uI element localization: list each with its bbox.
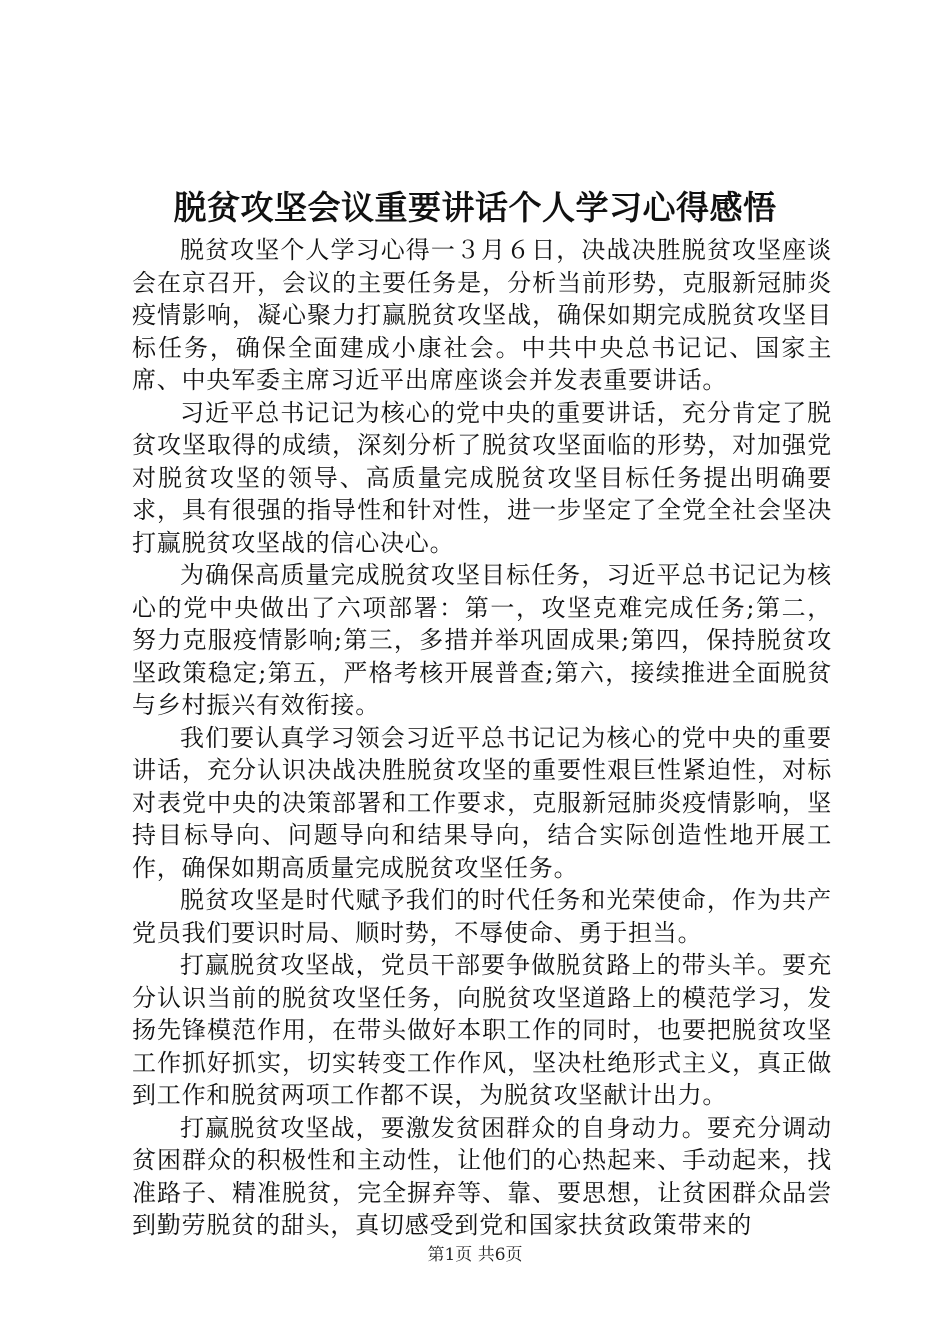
paragraph: 脱贫攻坚是时代赋予我们的时代任务和光荣使命，作为共产党员我们要识时局、顺时势，不辱使命、勇于担当。	[132, 886, 832, 947]
paragraph: 脱贫攻坚个人学习心得一３月６日，决战决胜脱贫攻坚座谈会在京召开，会议的主要任务是，分析当前形势，克服新冠肺炎疫情影响，凝心聚力打赢脱贫攻坚战，确保如期完成脱贫攻坚目标任务，确保全面建成小康社会。中共中央总书记记、国家主席、中央军委主席习近平出席座谈会并发表重要讲话。	[132, 236, 832, 394]
paragraph: 打赢脱贫攻坚战，党员干部要争做脱贫路上的带头羊。要充分认识当前的脱贫攻坚任务，向脱贫攻坚道路上的模范学习，发扬先锋模范作用，在带头做好本职工作的同时，也要把脱贫攻坚工作抓好抓实，切实转变工作作风，坚决杜绝形式主义，真正做到工作和脱贫两项工作都不误，为脱贫攻坚献计出力。	[132, 951, 832, 1109]
paragraph: 打赢脱贫攻坚战，要激发贫困群众的自身动力。要充分调动贫困群众的积极性和主动性，让他们的心热起来、手动起来，找准路子、精准脱贫，完全摒弃等、靠、要思想，让贫困群众品尝到勤劳脱贫的甜头，真切感受到党和国家扶贫政策带来的	[132, 1113, 832, 1239]
paragraph: 为确保高质量完成脱贫攻坚目标任务，习近平总书记记为核心的党中央做出了六项部署：第一，攻坚克难完成任务;第二，努力克服疫情影响;第三，多措并举巩固成果;第四，保持脱贫攻坚政策稳定;第五，严格考核开展普查;第六，接续推进全面脱贫与乡村振兴有效衔接。	[132, 561, 832, 719]
paragraph: 习近平总书记记为核心的党中央的重要讲话，充分肯定了脱贫攻坚取得的成绩，深刻分析了脱贫攻坚面临的形势，对加强党对脱贫攻坚的领导、高质量完成脱贫攻坚目标任务提出明确要求，具有很强的指导性和针对性，进一步坚定了全党全社会坚决打赢脱贫攻坚战的信心决心。	[132, 398, 832, 557]
paragraph: 我们要认真学习领会习近平总书记记为核心的党中央的重要讲话，充分认识决战决胜脱贫攻坚的重要性艰巨性紧迫性，对标对表党中央的决策部署和工作要求，克服新冠肺炎疫情影响，坚持目标导向、问题导向和结果导向，结合实际创造性地开展工作，确保如期高质量完成脱贫攻坚任务。	[132, 723, 832, 882]
page-number-footer: 第1页 共6页	[427, 1245, 523, 1265]
document-body	[132, 234, 832, 1242]
document-title: 脱贫攻坚会议重要讲话个人学习心得感悟	[173, 188, 777, 227]
